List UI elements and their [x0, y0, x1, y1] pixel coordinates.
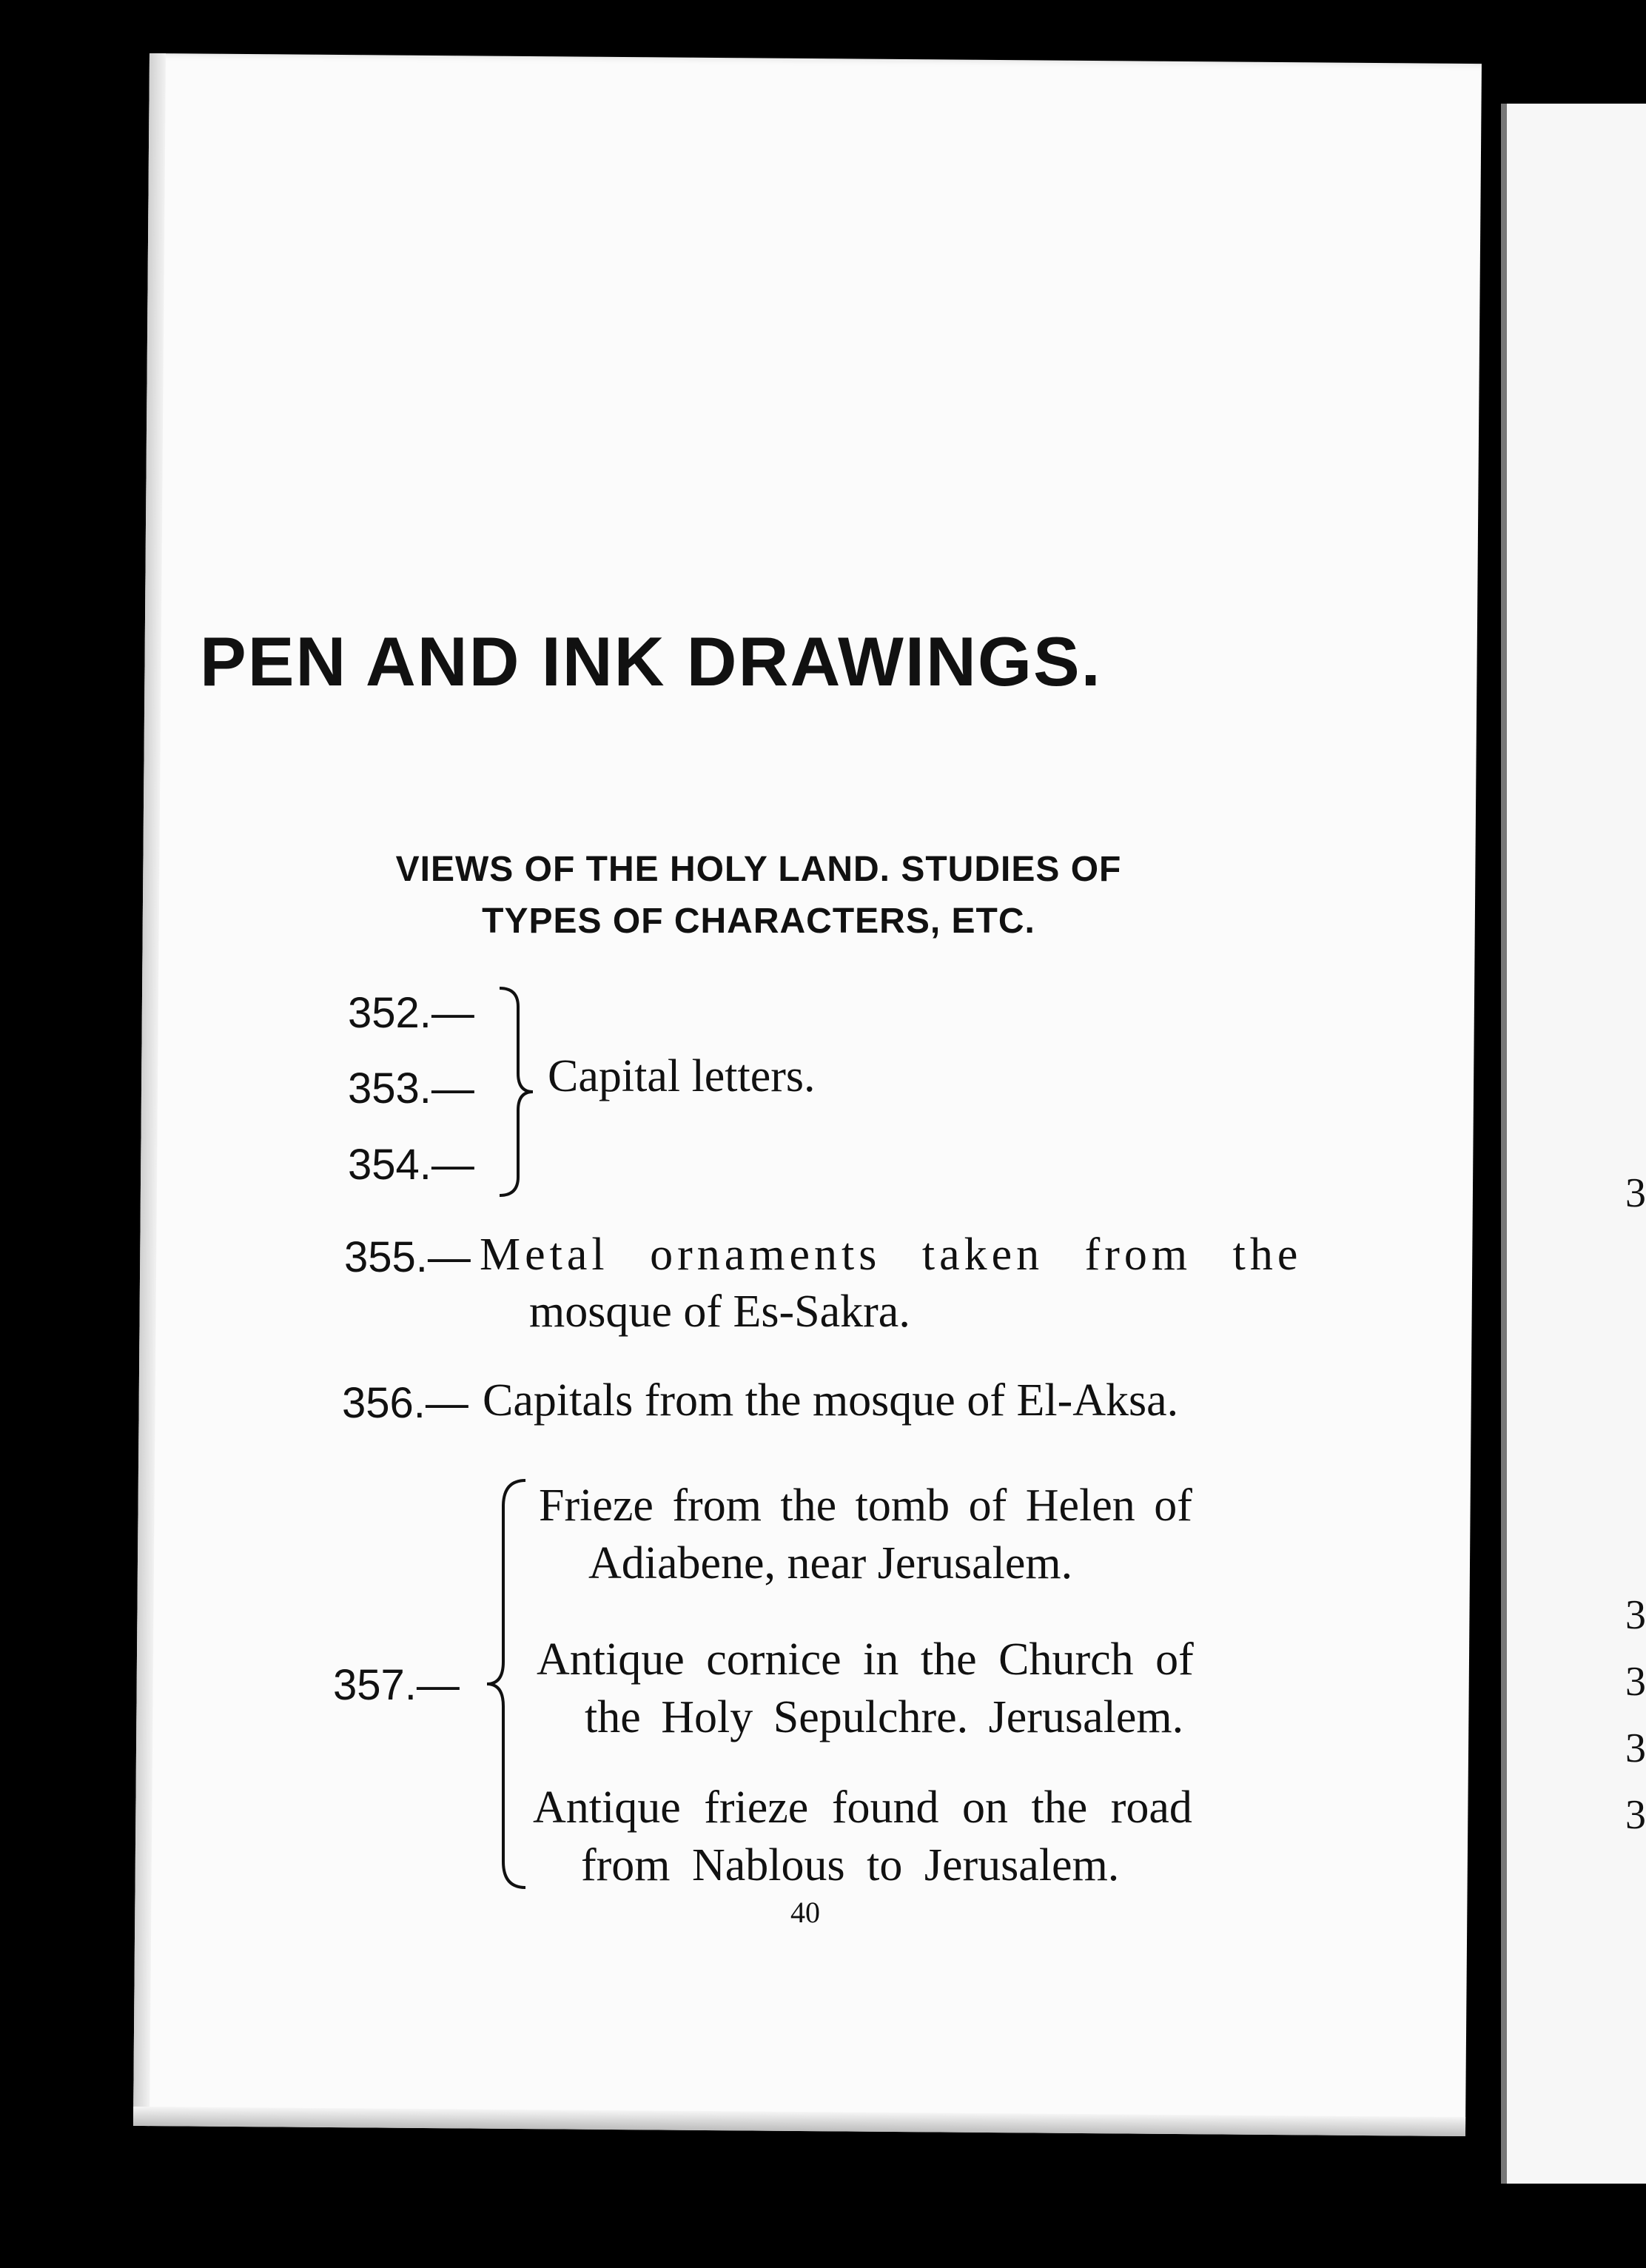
- right-brace-352-354: [496, 984, 540, 1199]
- entry-text-357b-line-2: the Holy Sepulchre. Jerusalem.: [585, 1692, 1184, 1742]
- facing-fragment: 3: [1625, 1659, 1646, 1705]
- page-bottom-edge: [133, 2107, 1465, 2136]
- subtitle-line-1: VIEWS OF THE HOLY LAND. STUDIES OF: [395, 850, 1122, 889]
- entry-number-354: 354.—: [348, 1141, 474, 1189]
- entry-number-357: 357.—: [333, 1661, 460, 1709]
- entry-text-357c-line-2: from Nablous to Jerusalem.: [581, 1840, 1120, 1890]
- entry-text-357c-line-1: Antique frieze found on the road: [533, 1782, 1192, 1833]
- entry-number-356: 356.—: [342, 1379, 468, 1427]
- entry-number-355: 355.—: [344, 1233, 471, 1281]
- entry-text-356: Capitals from the mosque of El-Aksa.: [483, 1375, 1179, 1426]
- entry-text-357b-line-1: Antique cornice in the Church of: [537, 1634, 1194, 1685]
- entry-text-352-354: Capital letters.: [548, 1051, 816, 1101]
- page-number: 40: [790, 1896, 820, 1929]
- facing-fragment: 3: [1625, 1792, 1646, 1838]
- facing-fragment: 3: [1625, 1592, 1646, 1638]
- entry-text-357a-line-2: Adiabene, near Jerusalem.: [588, 1538, 1073, 1588]
- section-subtitle: [222, 844, 1295, 947]
- left-brace-357: [481, 1477, 533, 1891]
- facing-fragment: 3: [1625, 1725, 1646, 1771]
- entry-text-355-line-2: mosque of Es-Sakra.: [529, 1286, 910, 1337]
- entry-text-357a-line-1: Frieze from the tomb of Helen of: [539, 1480, 1192, 1531]
- facing-fragment: 3: [1625, 1170, 1646, 1216]
- entry-number-353: 353.—: [348, 1064, 474, 1113]
- entry-text-355-line-1: Metal ornaments taken from the: [480, 1229, 1303, 1280]
- subtitle-line-2: TYPES OF CHARACTERS, ETC.: [482, 902, 1035, 941]
- entry-number-352: 352.—: [348, 989, 474, 1037]
- page-left-edge: [133, 53, 166, 2126]
- page-title: PEN AND INK DRAWINGS.: [200, 623, 1102, 700]
- facing-page: [1501, 104, 1646, 2184]
